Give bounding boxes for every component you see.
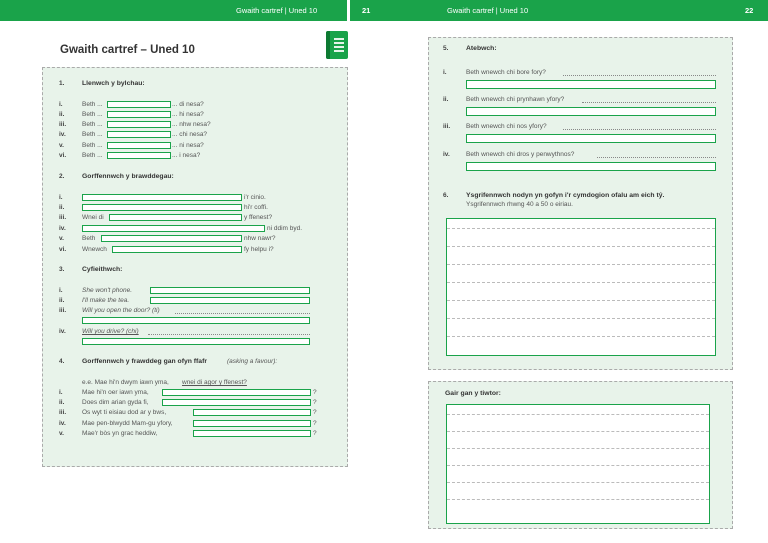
page-number-21: 21 <box>362 6 371 15</box>
q2-item-number: i. <box>59 194 63 201</box>
q5-item-text: Beth wnewch chi dros y penwythnos? <box>466 151 575 158</box>
q5-answer-box[interactable] <box>466 107 716 116</box>
header-left <box>0 0 347 21</box>
q5-answer-box[interactable] <box>466 80 716 89</box>
q3-item-text: Will you open the door? (ti) <box>82 307 160 314</box>
q5-item-number: iv. <box>443 151 450 158</box>
writing-line <box>447 318 715 319</box>
q1-item-pre: Beth ... <box>82 152 103 159</box>
q1-item-number: i. <box>59 101 63 108</box>
q1-answer-box[interactable] <box>107 101 171 108</box>
q1-answer-box[interactable] <box>107 111 171 118</box>
q4-question-mark: ? <box>313 399 317 406</box>
q4-item-text: Mae hi'n oer iawn yma, <box>82 389 149 396</box>
q1-answer-box[interactable] <box>107 121 171 128</box>
q1-item-number: ii. <box>59 111 65 118</box>
q1-heading: Llenwch y bylchau: <box>82 80 145 87</box>
q2-answer-box[interactable] <box>82 204 242 211</box>
writing-line <box>447 228 715 229</box>
q3-item-number: iii. <box>59 307 67 314</box>
q4-answer-box[interactable] <box>162 389 311 396</box>
q6-writing-area[interactable] <box>446 218 716 356</box>
q3-heading: Cyfieithwch: <box>82 266 123 273</box>
q4-question-mark: ? <box>313 430 317 437</box>
writing-line <box>447 448 709 449</box>
header-right-title: Gwaith cartref | Uned 10 <box>447 6 529 15</box>
writing-line <box>447 465 709 466</box>
q4-question-mark: ? <box>313 420 317 427</box>
q3-item-text: Will you drive? (chi) <box>82 328 139 335</box>
q3-answer-box[interactable] <box>82 338 310 345</box>
tutor-writing-area[interactable] <box>446 404 710 524</box>
q2-answer-box[interactable] <box>82 225 265 232</box>
q1-item-number: iv. <box>59 131 66 138</box>
q2-item-number: iv. <box>59 225 66 232</box>
q1-item-post: ... i nesa? <box>172 152 201 159</box>
q1-answer-box[interactable] <box>107 142 171 149</box>
q3-dotted-line <box>175 313 310 314</box>
q5-item-number: iii. <box>443 123 451 130</box>
header-left-title: Gwaith cartref | Uned 10 <box>236 6 318 15</box>
writing-line <box>447 336 715 337</box>
q3-item-number: iv. <box>59 328 66 335</box>
q4-item-number: ii. <box>59 399 65 406</box>
writing-line <box>447 431 709 432</box>
q3-item-text: I'll make the tea. <box>82 297 130 304</box>
q2-item-post: y ffenest? <box>244 214 273 221</box>
q1-item-number: vi. <box>59 152 67 159</box>
writing-line <box>447 414 709 415</box>
q3-item-number: ii. <box>59 297 65 304</box>
q2-item-pre: Wnei di <box>82 214 104 221</box>
q2-heading: Gorffennwch y brawddegau: <box>82 173 174 180</box>
q5-item-text: Beth wnewch chi bore fory? <box>466 69 546 76</box>
q4-answer-box[interactable] <box>193 420 311 427</box>
q3-answer-box[interactable] <box>150 297 310 304</box>
q1-item-post: ... ni nesa? <box>172 142 204 149</box>
q3-number: 3. <box>59 266 65 273</box>
q1-answer-box[interactable] <box>107 152 171 159</box>
q4-question-mark: ? <box>313 389 317 396</box>
q5-dotted-line <box>563 75 716 76</box>
q3-answer-box[interactable] <box>82 317 310 324</box>
q4-item-number: i. <box>59 389 63 396</box>
q4-example-answer: wnei di agor y ffenest? <box>182 379 247 386</box>
q1-item-post: ... di nesa? <box>172 101 204 108</box>
writing-line <box>447 264 715 265</box>
q1-item-pre: Beth ... <box>82 142 103 149</box>
q5-answer-box[interactable] <box>466 162 716 171</box>
q5-item-text: Beth wnewch chi prynhawn yfory? <box>466 96 565 103</box>
q2-answer-box[interactable] <box>109 214 242 221</box>
q2-item-number: iii. <box>59 214 67 221</box>
writing-line <box>447 246 715 247</box>
q4-example-text: e.e. Mae hi'n dwym iawn yma, <box>82 379 169 386</box>
q4-item-number: v. <box>59 430 64 437</box>
q5-number: 5. <box>443 45 449 52</box>
writing-line <box>447 499 709 500</box>
writing-line <box>447 282 715 283</box>
writing-line <box>447 482 709 483</box>
q2-answer-box[interactable] <box>82 194 242 201</box>
q3-answer-box[interactable] <box>150 287 310 294</box>
q2-item-number: v. <box>59 235 64 242</box>
writing-line <box>447 300 715 301</box>
q5-item-text: Beth wnewch chi nos yfory? <box>466 123 547 130</box>
q5-answer-box[interactable] <box>466 134 716 143</box>
q2-item-post: i'r cinio. <box>244 194 266 201</box>
q1-number: 1. <box>59 80 65 87</box>
q4-answer-box[interactable] <box>193 409 311 416</box>
q1-item-post: ... hi nesa? <box>172 111 204 118</box>
q2-item-pre: Beth <box>82 235 96 242</box>
q3-dotted-line <box>148 334 310 335</box>
q6-number: 6. <box>443 192 449 199</box>
page-number-22: 22 <box>745 6 754 15</box>
q2-item-number: vi. <box>59 246 67 253</box>
q2-item-post: nhw nawr? <box>244 235 276 242</box>
q1-item-post: ... nhw nesa? <box>172 121 211 128</box>
q4-item-text: Mae'r bòs yn grac heddiw, <box>82 430 158 437</box>
header-right <box>350 0 768 21</box>
q1-answer-box[interactable] <box>107 131 171 138</box>
q2-item-post: ni ddim byd. <box>267 225 303 232</box>
q1-item-pre: Beth ... <box>82 131 103 138</box>
q4-answer-box[interactable] <box>162 399 311 406</box>
q2-item-post: hi'r coffi. <box>244 204 268 211</box>
q1-item-pre: Beth ... <box>82 101 103 108</box>
q4-item-number: iii. <box>59 409 67 416</box>
tutor-heading: Gair gan y tiwtor: <box>445 390 501 397</box>
q1-item-pre: Beth ... <box>82 111 103 118</box>
q3-item-text: She won't phone. <box>82 287 133 294</box>
q4-number: 4. <box>59 358 65 365</box>
notebook-icon <box>326 31 348 59</box>
q2-item-pre: Wnewch <box>82 246 107 253</box>
q1-item-post: ... chi nesa? <box>172 131 208 138</box>
q5-dotted-line <box>582 102 716 103</box>
q3-item-number: i. <box>59 287 63 294</box>
q4-item-text: Does dim arian gyda fi, <box>82 399 149 406</box>
q1-item-number: iii. <box>59 121 67 128</box>
q4-item-text: Os wyt ti eisiau dod ar y bws, <box>82 409 167 416</box>
q2-answer-box[interactable] <box>101 235 242 242</box>
q6-heading: Ysgrifennwch nodyn yn gofyn i'r cymdogion ofalu am eich tŷ. <box>466 192 665 199</box>
q1-item-number: v. <box>59 142 64 149</box>
q4-heading-note: (asking a favour): <box>227 358 278 365</box>
q4-heading: Gorffennwch y frawddeg gan ofyn ffafr <box>82 358 207 365</box>
page-title: Gwaith cartref – Uned 10 <box>60 44 195 56</box>
q2-answer-box[interactable] <box>112 246 242 253</box>
q4-item-text: Mae pen-blwydd Mam-gu yfory, <box>82 420 173 427</box>
q5-item-number: ii. <box>443 96 449 103</box>
q4-item-number: iv. <box>59 420 66 427</box>
q4-answer-box[interactable] <box>193 430 311 437</box>
q2-item-number: ii. <box>59 204 65 211</box>
q5-dotted-line <box>563 129 716 130</box>
q2-item-post: fy helpu i? <box>244 246 274 253</box>
q4-question-mark: ? <box>313 409 317 416</box>
q6-subheading: Ysgrifennwch rhwng 40 a 50 o eiriau. <box>466 201 573 208</box>
q5-item-number: i. <box>443 69 447 76</box>
q1-item-pre: Beth ... <box>82 121 103 128</box>
q2-number: 2. <box>59 173 65 180</box>
q5-heading: Atebwch: <box>466 45 497 52</box>
q5-dotted-line <box>597 157 716 158</box>
